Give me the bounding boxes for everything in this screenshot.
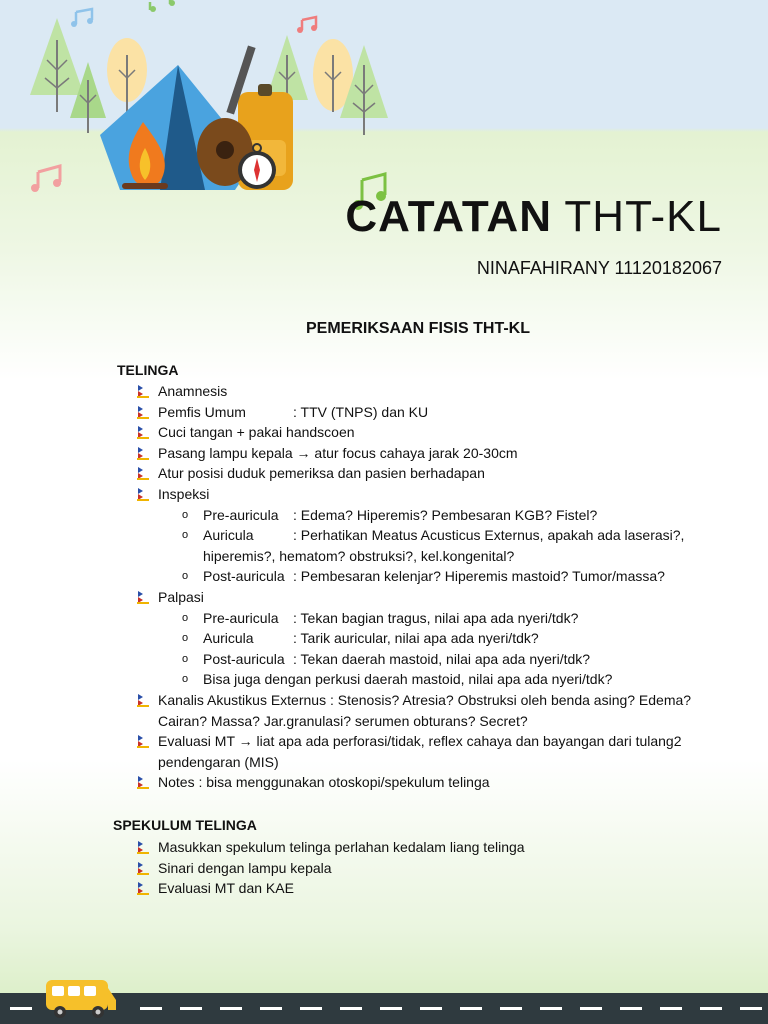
list-item: Cuci tangan + pakai handscoen <box>136 422 736 443</box>
bullet-icon <box>136 425 150 439</box>
music-note-icon <box>297 17 317 33</box>
bullet-icon <box>136 405 150 419</box>
bullet-icon <box>136 775 150 789</box>
bullet-icon <box>136 446 150 460</box>
sub-list-item: o Auricula : Perhatikan Meatus Acusticus Externus, apakah ada laserasi?, hiperemis?, hematom? obstruksi?, kel.kongenital? <box>182 527 685 564</box>
list-item: Sinari dengan lampu kepala <box>136 858 736 879</box>
bus-icon <box>44 978 118 1020</box>
music-note-icon <box>71 9 93 27</box>
bullet-icon <box>136 861 150 875</box>
sub-list-item: o Pre-auricula : Tekan bagian tragus, nilai apa ada nyeri/tdk? <box>182 609 579 626</box>
bullet-icon <box>136 466 150 480</box>
document-title <box>345 192 722 242</box>
list-item: Evaluasi MT → liat apa ada perforasi/tidak, reflex cahaya dan bayangan dari tulang2 pendengaran (MIS) <box>136 731 736 772</box>
sub-list-item: o Bisa juga dengan perkusi daerah mastoid, nilai apa ada nyeri/tdk? <box>182 671 613 688</box>
title-bold: CATATAN <box>345 192 552 241</box>
list-item: Anamnesis <box>136 381 736 402</box>
music-note-icon <box>31 166 61 192</box>
bullet-icon <box>136 840 150 854</box>
list-item: Pasang lampu kepala → atur focus cahaya jarak 20-30cm <box>136 443 736 464</box>
bullet-icon <box>136 693 150 707</box>
list-item: Pemfis Umum : TTV (TNPS) dan KU <box>136 402 736 423</box>
list-item: Notes : bisa menggunakan otoskopi/spekulum telinga <box>136 772 736 793</box>
list-item: Kanalis Akustikus Externus : Stenosis? Atresia? Obstruksi oleh benda asing? Edema? Cairan? Massa? Jar.granulasi? serumen obturans? Secret? <box>136 690 736 731</box>
sub-list-item: o Post-auricula : Pembesaran kelenjar? Hiperemis mastoid? Tumor/massa? <box>182 568 665 585</box>
section-heading: PEMERIKSAAN FISIS THT-KL <box>305 320 530 337</box>
list-item: Palpasi o Pre-auricula : Tekan bagian tragus, nilai apa ada nyeri/tdk? o Auricula : Tarik auricular, nilai apa ada nyeri/tdk? o Post-auricula : Tekan daerah mastoid, nilai apa ada nyeri/tdk? o Bisa juga dengan perkusi daerah mastoid, nilai apa ada nyeri/tdk? <box>136 587 736 690</box>
telinga-list <box>136 381 736 793</box>
list-item: Evaluasi MT dan KAE <box>136 878 736 899</box>
palpasi-sublist <box>158 608 736 690</box>
list-item: Atur posisi duduk pemeriksa dan pasien berhadapan <box>136 463 736 484</box>
spekulum-title: SPEKULUM TELINGA <box>113 817 257 833</box>
bullet-icon <box>136 590 150 604</box>
inspeksi-sublist <box>158 505 736 587</box>
bullet-icon <box>136 487 150 501</box>
tree-icon <box>30 18 84 112</box>
camping-illustration <box>0 0 768 300</box>
bullet-icon <box>136 734 150 748</box>
spekulum-list <box>136 837 736 899</box>
bullet-icon <box>136 881 150 895</box>
title-rest: THT-KL <box>551 192 722 241</box>
music-note-icon <box>150 0 175 12</box>
sub-list-item: o Post-auricula : Tekan daerah mastoid, nilai apa ada nyeri/tdk? <box>182 650 591 667</box>
sub-list-item: o Auricula : Tarik auricular, nilai apa ada nyeri/tdk? <box>182 630 539 647</box>
list-item: Masukkan spekulum telinga perlahan kedalam liang telinga <box>136 837 736 858</box>
bullet-icon <box>136 384 150 398</box>
telinga-title: TELINGA <box>117 362 179 378</box>
sub-list-item: o Pre-auricula : Edema? Hiperemis? Pembesaran KGB? Fistel? <box>182 506 598 523</box>
author-name: NINAFAHIRANY 11120182067 <box>476 258 722 278</box>
list-item: Inspeksi o Pre-auricula : Edema? Hiperemis? Pembesaran KGB? Fistel? o Auricula : Perhatikan Meatus Acusticus Externus, apakah ada laserasi?, hiperemis?, hematom? obstruksi?, kel.kongenital? o Post-auricula : Pembesaran kelenjar? Hiperemis mastoid? Tumor/massa? <box>136 484 736 587</box>
